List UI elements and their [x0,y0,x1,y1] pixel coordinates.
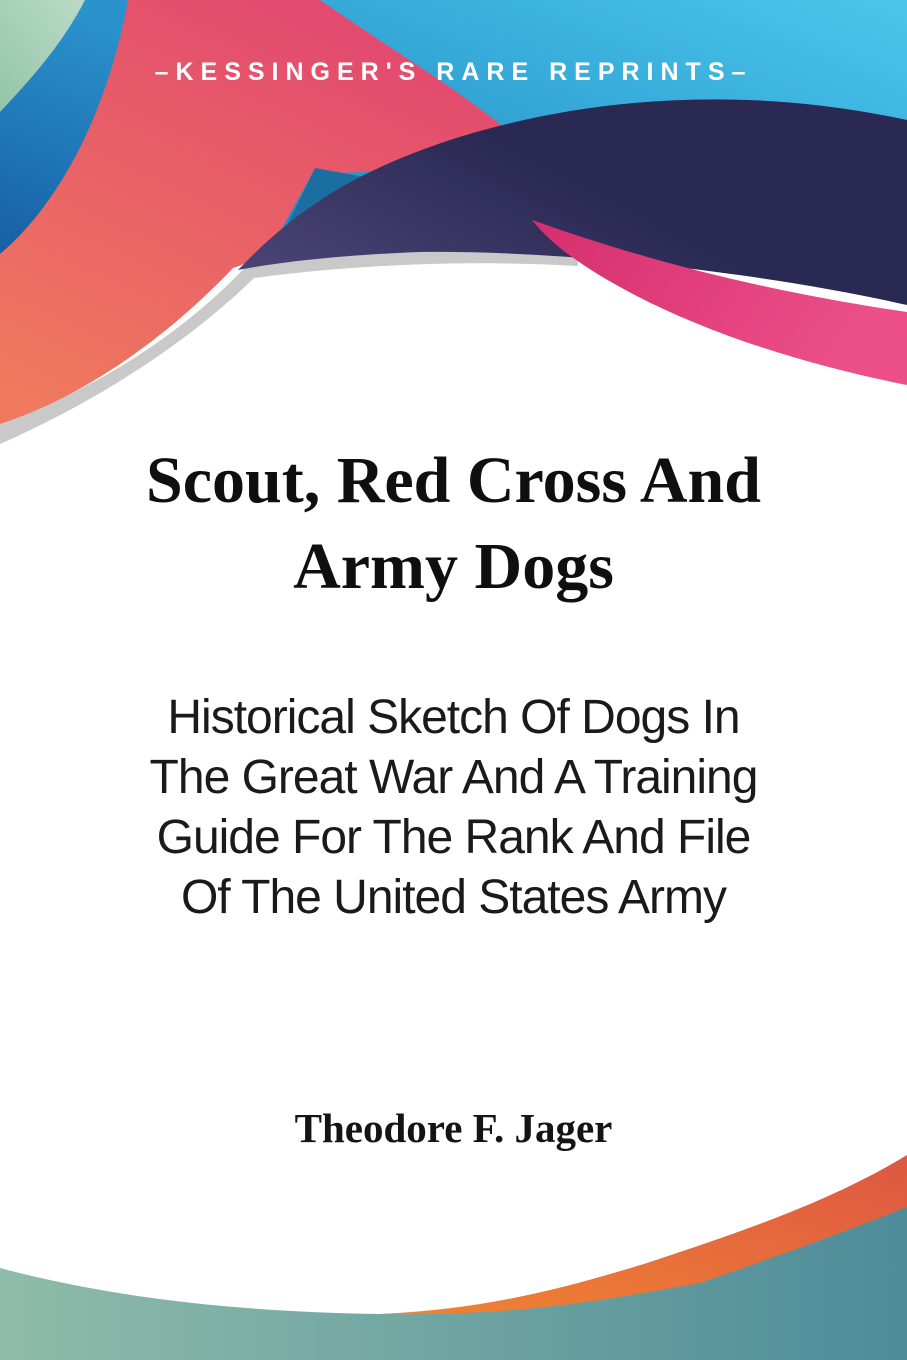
book-subtitle-line-4: Of The United States Army [180,871,727,924]
book-subtitle [0,688,907,928]
book-title-line-1: Scout, Red Cross And [146,444,761,517]
publisher-banner: –KESSINGER'S RARE REPRINTS– [154,58,753,86]
book-title [0,438,907,610]
book-subtitle-line-1: Historical Sketch Of Dogs In [167,691,740,744]
bottom-wave-graphic [0,1140,907,1360]
author-name: Theodore F. Jager [294,1105,613,1151]
book-title-line-2: Army Dogs [293,530,614,603]
book-subtitle-line-2: The Great War And A Training [149,751,758,804]
book-subtitle-line-3: Guide For The Rank And File [156,811,751,864]
